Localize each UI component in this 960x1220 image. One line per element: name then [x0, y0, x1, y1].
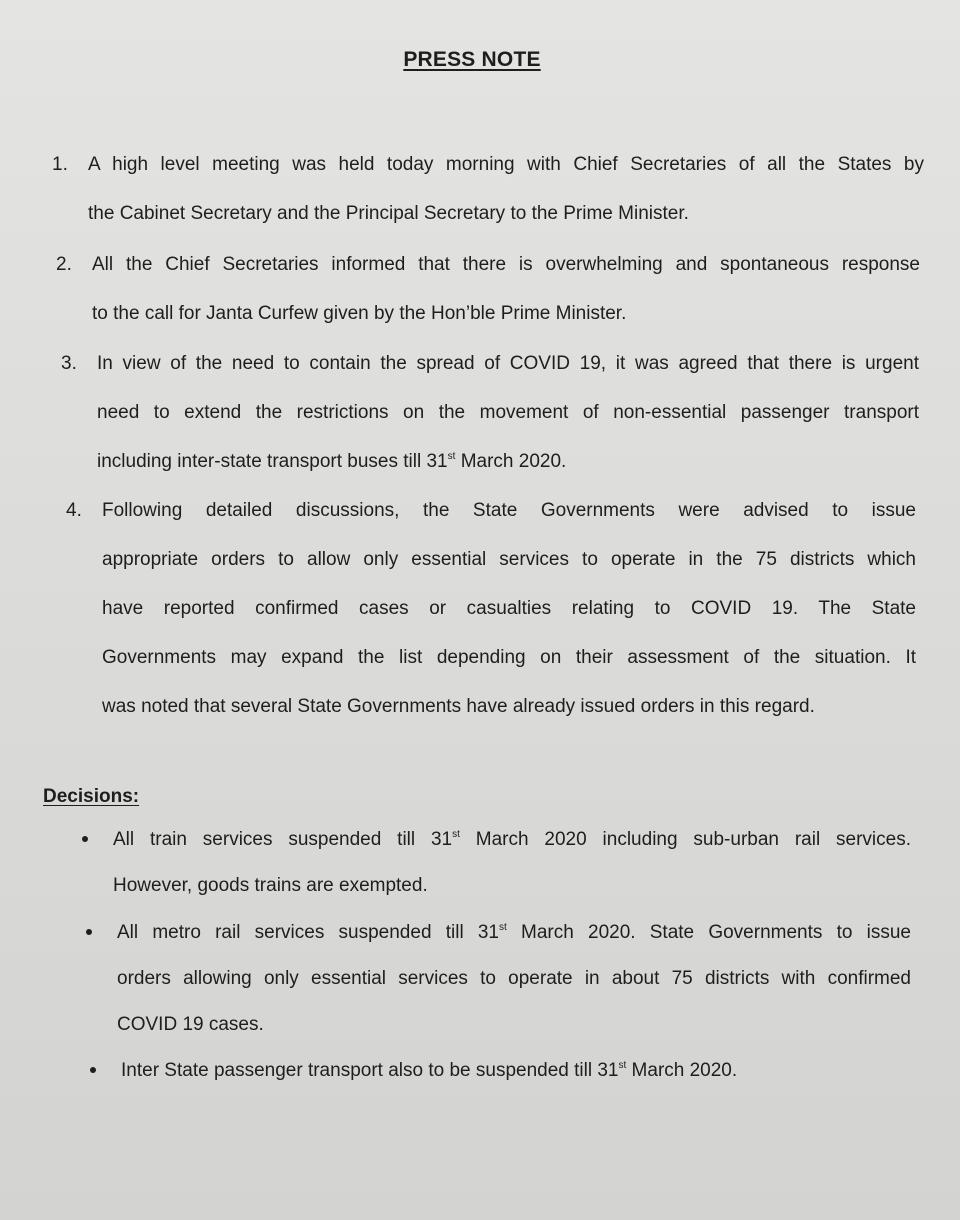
bullet-text: All train services suspended till 31: [113, 829, 453, 850]
item-number: 2.: [56, 254, 72, 275]
ordinal-suffix: st: [452, 829, 460, 840]
bullet-line: orders allowing only essential services to operate in about 75 districts with confirmed: [117, 968, 911, 989]
item-line: was noted that several State Governments have already issued orders in this regard.: [102, 696, 815, 717]
bullet-icon: [82, 836, 88, 842]
item-line-text: including inter-state transport buses till 31: [97, 451, 448, 472]
item-line: appropriate orders to allow only essential services to operate in the 75 districts which: [102, 549, 916, 570]
item-line: All the Chief Secretaries informed that there is overwhelming and spontaneous response: [92, 254, 920, 275]
numbered-item: [61, 339, 919, 486]
ordinal-suffix: st: [447, 451, 456, 462]
item-line: the Cabinet Secretary and the Principal Secretary to the Prime Minister.: [88, 203, 689, 224]
item-line: [97, 437, 919, 486]
decision-bullet: [117, 910, 911, 1048]
ordinal-suffix: st: [499, 922, 507, 933]
item-line: have reported confirmed cases or casualties relating to COVID 19. The State: [102, 598, 916, 619]
bullet-text: March 2020. State Governments to issue: [506, 922, 912, 943]
numbered-item: [66, 486, 916, 731]
item-line: Governments may expand the list depending on their assessment of the situation. It: [102, 647, 916, 668]
item-line: Following detailed discussions, the State Governments were advised to issue: [102, 500, 916, 521]
item-line: In view of the need to contain the spread of COVID 19, it was agreed that there is urgent: [97, 353, 919, 374]
decisions-heading: Decisions:: [43, 786, 140, 807]
decision-bullet: [121, 1048, 911, 1094]
numbered-item: [52, 140, 924, 238]
item-number: 4.: [66, 500, 82, 521]
ordinal-suffix: st: [618, 1060, 627, 1071]
bullet-text: All metro rail services suspended till 31: [117, 922, 500, 943]
bullet-text: March 2020.: [626, 1060, 738, 1081]
bullet-line: [117, 910, 911, 956]
item-line: need to extend the restrictions on the movement of non-essential passenger transport: [97, 402, 919, 423]
decision-bullet: [113, 817, 911, 909]
page-title: PRESS NOTE: [403, 48, 541, 71]
bullet-icon: [86, 929, 92, 935]
bullet-text: Inter State passenger transport also to be suspended till 31: [121, 1060, 619, 1081]
bullet-icon: [90, 1067, 96, 1073]
item-line: A high level meeting was held today morning with Chief Secretaries of all the States by: [88, 154, 924, 175]
item-line-text: March 2020.: [455, 451, 567, 472]
numbered-item: [56, 240, 920, 338]
bullet-line: COVID 19 cases.: [117, 1014, 264, 1035]
item-line: to the call for Janta Curfew given by the Hon’ble Prime Minister.: [92, 303, 627, 324]
bullet-text: March 2020 including sub-urban rail services.: [459, 829, 911, 850]
item-number: 1.: [52, 154, 68, 175]
bullet-line: [121, 1048, 911, 1094]
bullet-line: [113, 817, 911, 863]
bullet-line: However, goods trains are exempted.: [113, 875, 428, 896]
item-number: 3.: [61, 353, 77, 374]
